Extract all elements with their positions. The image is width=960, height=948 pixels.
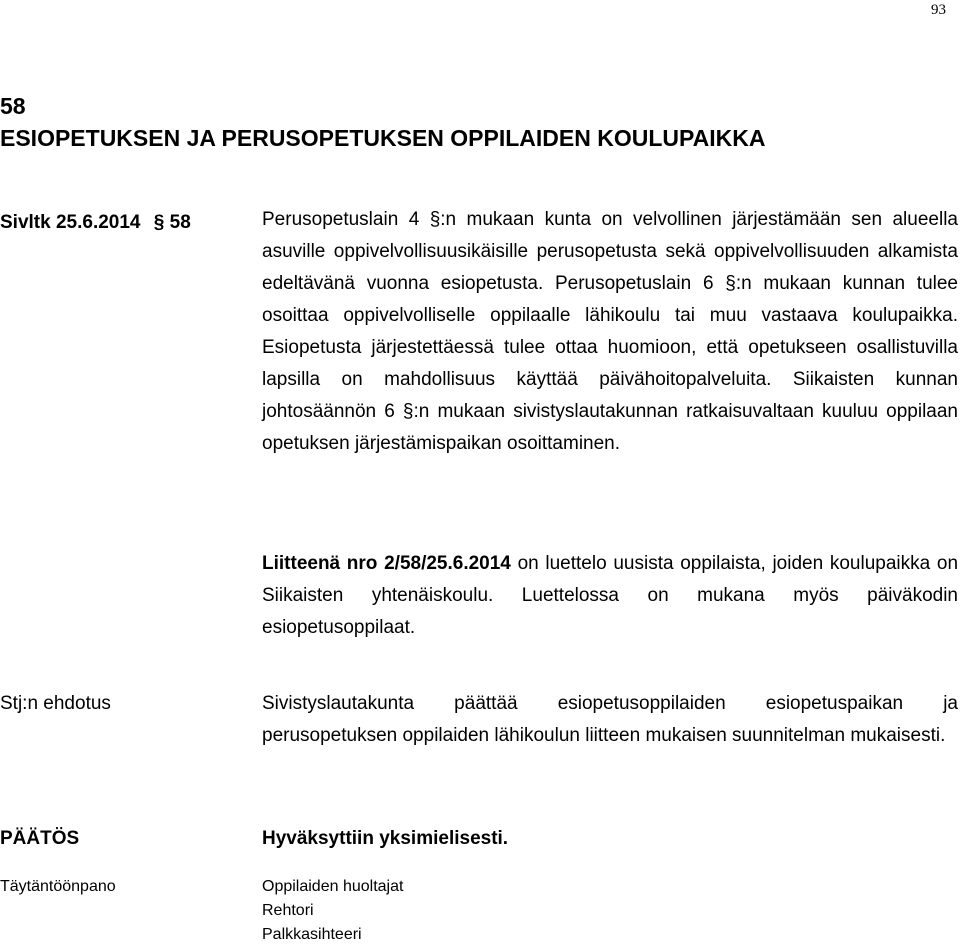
attachment-paragraph	[262, 548, 958, 644]
meeting-section-number: 58	[169, 212, 191, 233]
proposal-text: Sivistyslautakunta päättää esiopetusoppilaiden esiopetuspaikan ja perusopetuksen oppilaiden lähikoulun liitteen mukaisen suunnitelman mukaisesti.	[262, 693, 958, 746]
attachment-reference: Liitteenä nro 2/58/25.6.2014	[262, 553, 511, 574]
recipient-item: Palkkasihteeri	[262, 926, 362, 943]
section-number: 58	[0, 93, 26, 119]
attachment-description: on luettelo uusista oppilaista, joiden koulupaikka on Siikaisten yhtenäiskoulu. Luettelossa on mukana myös päiväkodin esiopetusoppilaat.	[262, 553, 959, 638]
page-number: 93	[931, 2, 946, 18]
section-symbol: §	[153, 212, 165, 233]
decision-label: PÄÄTÖS	[0, 828, 80, 849]
recipient-item: Rehtori	[262, 902, 314, 919]
meeting-reference	[0, 210, 191, 235]
background-paragraph: Perusopetuslain 4 §:n mukaan kunta on velvollinen järjestämään sen alueella asuville oppivelvollisuusikäisille perusopetusta sekä oppivelvollisuuden alkamista edeltävänä vuonna esiopetusta. Perusopetuslain 6 §:n mukaan kunnan tulee osoittaa oppivelvolliselle oppilaalle lähikoulu tai muu vastaava koulupaikka. Esiopetusta järjestettäessä tulee ottaa huomioon, että opetukseen osallistuvilla lapsilla on mahdollisuus käyttää päivähoitopalveluita. Siikaisten kunnan johtosäännön 6 §:n mukaan sivistyslautakunnan ratkaisuvaltaan kuuluu oppilaan opetuksen järjestämispaikan osoittaminen.	[262, 209, 958, 454]
recipients-list	[262, 875, 403, 947]
proposal-label: Stj:n ehdotus	[0, 693, 111, 714]
recipient-item: Oppilaiden huoltajat	[262, 878, 404, 895]
section-title: ESIOPETUKSEN JA PERUSOPETUKSEN OPPILAIDEN KOULUPAIKKA	[0, 125, 766, 151]
decision-text: Hyväksyttiin yksimielisesti.	[262, 828, 509, 849]
execution-label: Täytäntöönpano	[0, 878, 116, 895]
meeting-date: Sivltk 25.6.2014	[0, 212, 141, 233]
